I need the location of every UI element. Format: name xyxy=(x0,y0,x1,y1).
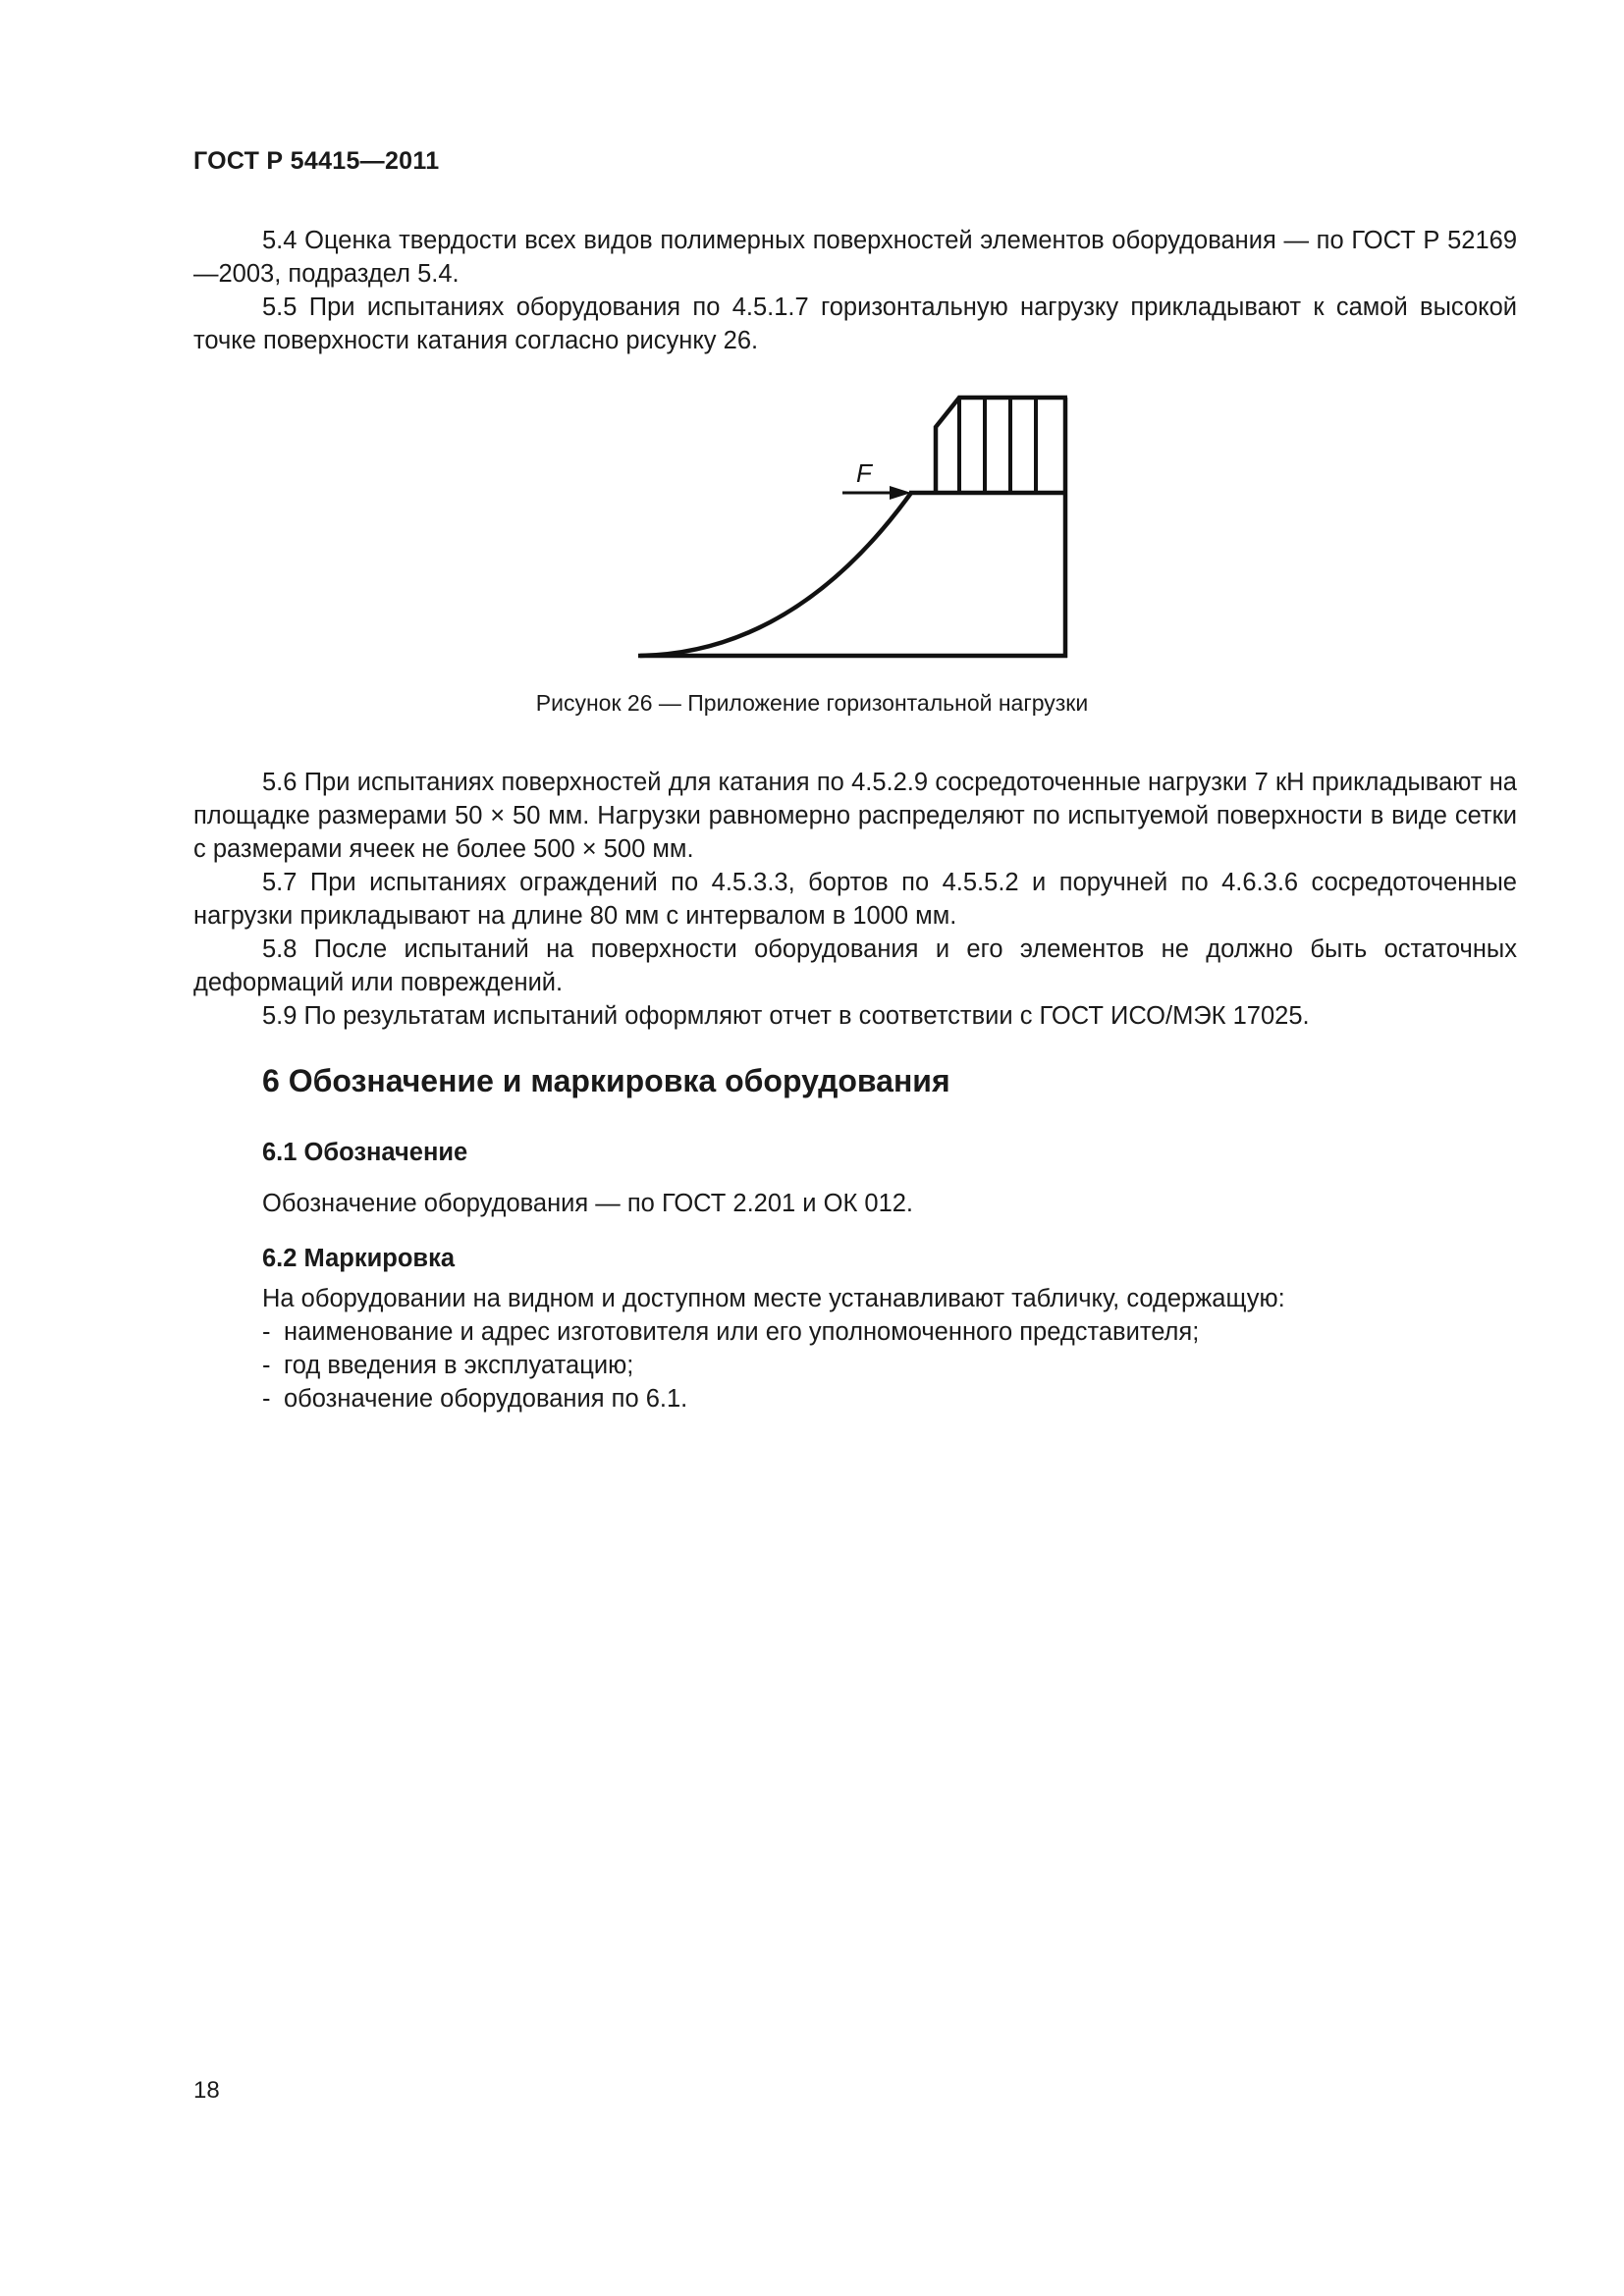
paragraph-5-6: 5.6 При испытаниях поверхностей для катания по 4.5.2.9 сосредоточенные нагрузки 7 кН прикладывают на площадке размерами 50 × 50 мм. Нагрузки равномерно распределяют по испытуемой поверхности в виде сетки с размерами ячеек не более 500 × 500 мм. xyxy=(193,769,1517,863)
document-code: ГОСТ Р 54415—2011 xyxy=(193,147,440,175)
railing-outline xyxy=(936,398,1067,493)
list-item xyxy=(262,1382,1199,1415)
list-item xyxy=(262,1315,1199,1349)
subsection-6-1-title: 6.1 Обозначение xyxy=(262,1139,468,1166)
paragraph-5-7: 5.7 При испытаниях ограждений по 4.5.3.3, бортов по 4.5.5.2 и поручней по 4.6.3.6 сосредоточенные нагрузки прикладывают на длине 80 мм с интервалом в 1000 мм. xyxy=(193,869,1517,930)
figure-caption: Рисунок 26 — Приложение горизонтальной нагрузки xyxy=(535,690,1089,716)
figure-26 xyxy=(628,388,1080,667)
list-item-text: год введения в эксплуатацию; xyxy=(284,1352,634,1379)
list-dash: - xyxy=(262,1352,271,1379)
paragraph-5-8: 5.8 После испытаний на поверхности оборудования и его элементов не должно быть остаточных деформаций или повреждений. xyxy=(193,935,1517,996)
paragraph-5-9: 5.9 По результатам испытаний оформляют отчет в соответствии с ГОСТ ИСО/МЭК 17025. xyxy=(262,1002,1310,1030)
list-item-text: наименование и адрес изготовителя или его уполномоченного представителя; xyxy=(284,1318,1200,1346)
figure-26-drawing xyxy=(628,388,1080,667)
subsection-6-2-title: 6.2 Маркировка xyxy=(262,1245,456,1272)
slope-curve xyxy=(640,493,911,656)
paragraph-5-5: 5.5 При испытаниях оборудования по 4.5.1.7 горизонтальную нагрузку прикладывают к самой высокой точке поверхности катания согласно рисунку 26. xyxy=(193,294,1517,354)
list-dash: - xyxy=(262,1385,271,1413)
list-item xyxy=(262,1349,1199,1382)
subsection-6-1-text: Обозначение оборудования — по ГОСТ 2.201 и ОК 012. xyxy=(262,1190,914,1217)
paragraph-5-4: 5.4 Оценка твердости всех видов полимерных поверхностей элементов оборудования — по ГОСТ Р 52169—2003, подраздел 5.4. xyxy=(193,227,1517,288)
list-item-text: обозначение оборудования по 6.1. xyxy=(284,1385,688,1413)
list-dash: - xyxy=(262,1318,271,1346)
marking-list xyxy=(262,1315,1199,1415)
section-6-title: 6 Обозначение и маркировка оборудования xyxy=(262,1063,950,1098)
page-number: 18 xyxy=(193,2077,220,2104)
subsection-6-2-intro: На оборудовании на видном и доступном месте устанавливают табличку, содержащую: xyxy=(262,1285,1285,1312)
force-label: F xyxy=(856,458,872,488)
